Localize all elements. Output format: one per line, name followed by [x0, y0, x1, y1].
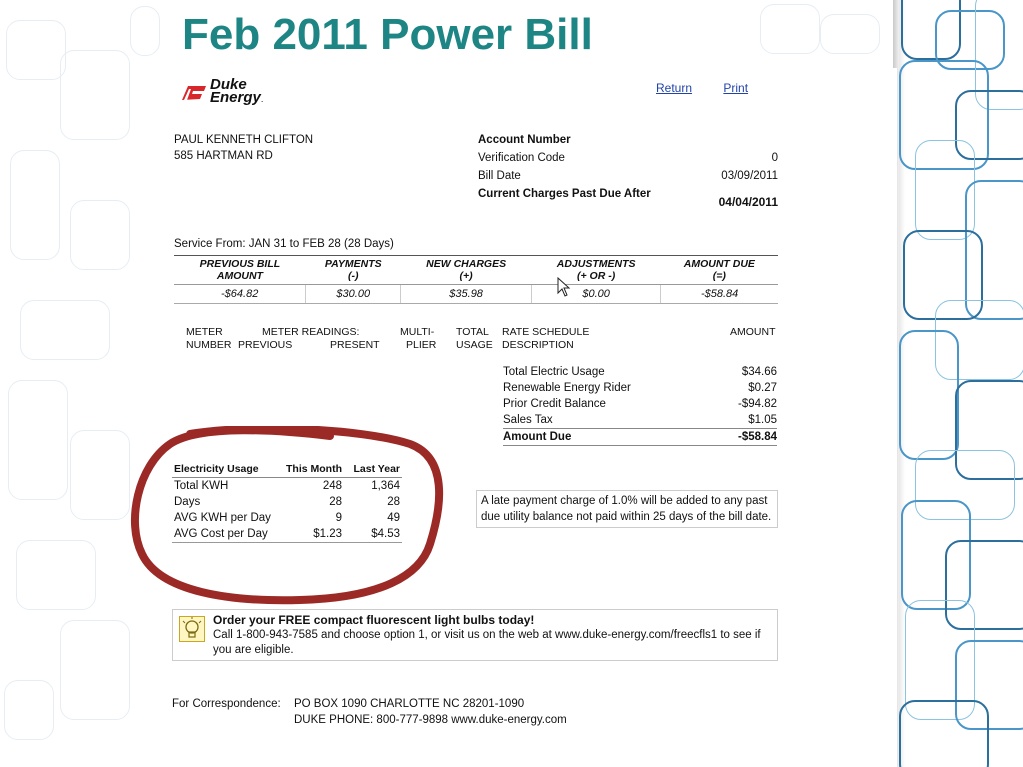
bill-summary-table — [174, 255, 778, 304]
charge-label: Sales Tax — [503, 414, 553, 426]
usage-this-month: 248 — [322, 479, 342, 492]
summary-payments: $30.00 — [306, 285, 401, 304]
return-link[interactable]: Return — [656, 81, 693, 95]
correspondence-line1: PO BOX 1090 CHARLOTTE NC 28201-1090 — [294, 698, 525, 710]
summary-header-adjustments: ADJUSTMENTS (+ OR -) — [532, 256, 661, 285]
past-due-label: Current Charges Past Due After — [478, 188, 651, 200]
bill-document: Duke Energy. Return Print PAUL KENNETH CLIFTON 585 HARTMAN RD Account Number Verification Code 0 Bill Date 03/09/2011 Current Charges Past Due After 04/04/2011 Service From: JAN 31 to FEB 28 (28 Days) PREVIOUS BILL AMOUNT PAYMENTS (-) NEW CHARGES (+) ADJUSTMENTS (+ OR -) AMOUNT DUE (=) -$64.82 $30.00 $35.98 $0.00 -$58.84 METER NUMBER METER READINGS: PREVIOUS PRESENT MULTI- PLIER TOTAL USAGE RATE SCHEDULE DESCRIPTION AMOUNT Total Electric Usage $34.66 Renewable Energy Rider $0.27 Prior Credit Balance -$94.82 Sales Tax $1.05 Amount Due -$58.84 Electricity Usage This Month Last Year Total KWH 248 1,364 Days 28 28 AVG KWH per Day 9 49 AVG Cost per Day $1.23 $4.53 A late payment charge of 1.0% will be added to any past due utility balance not paid within 25 days of the bill date. Order your FREE compact fluorescent light bulbs today! Call 1-800-943-7585 and choose option 1, or visit us on the web at www.duke-energy.com/freecfls1 to see if you are eligible. For Correspondence: PO BOX 1090 CHARLOTTE NC 28201-1090 DUKE PHONE: 800-777-9898 www.duke-energy.com — [150, 68, 897, 767]
summary-values-row — [174, 285, 778, 304]
summary-header-amount-due: AMOUNT DUE (=) — [661, 256, 778, 285]
print-link[interactable]: Print — [723, 81, 749, 95]
duke-energy-flame-icon — [180, 82, 208, 102]
logo-text-line1: Duke — [210, 76, 247, 93]
promo-body: Call 1-800-943-7585 and choose option 1, or visit us on the web at www.duke-energy.com/freecfls1 to see if you are eligible. — [213, 629, 761, 656]
amount-due-value: -$58.84 — [737, 431, 777, 443]
light-bulb-icon — [179, 616, 205, 642]
amount-due-label: Amount Due — [503, 431, 572, 443]
usage-header-this-month: This Month — [284, 461, 344, 478]
account-number-label: Account Number — [478, 134, 571, 146]
correspondence-label: For Correspondence: — [172, 698, 281, 710]
charge-value: $34.66 — [741, 366, 777, 378]
slide-right-decoration — [895, 0, 1023, 767]
verification-code-value: 0 — [771, 152, 778, 164]
cfl-promo-box — [172, 609, 778, 661]
usage-row-label: Days — [174, 495, 201, 508]
bill-date-value: 03/09/2011 — [721, 170, 778, 182]
usage-last-year: 1,364 — [371, 479, 400, 492]
charge-value: $0.27 — [748, 382, 777, 394]
charge-row — [503, 364, 777, 380]
summary-amount-due: -$58.84 — [661, 285, 778, 304]
customer-street: 585 HARTMAN RD — [174, 150, 273, 162]
usage-row-label: AVG Cost per Day — [172, 527, 284, 543]
amount-due-row — [503, 428, 777, 446]
service-period: Service From: JAN 31 to FEB 28 (28 Days) — [174, 238, 394, 250]
summary-new-charges: $35.98 — [401, 285, 532, 304]
usage-row-label: AVG KWH per Day — [174, 511, 271, 524]
correspondence-address — [294, 696, 594, 728]
usage-row — [172, 494, 402, 510]
past-due-date: 04/04/2011 — [718, 195, 778, 209]
usage-this-month: 28 — [329, 495, 342, 508]
amount-header: AMOUNT — [730, 326, 776, 338]
charge-row — [503, 380, 777, 396]
usage-header-last-year: Last Year — [344, 461, 402, 478]
summary-header-row — [174, 256, 778, 285]
charge-value: -$94.82 — [737, 398, 777, 410]
summary-adjustments: $0.00 — [532, 285, 661, 304]
usage-this-month: 9 — [335, 512, 342, 524]
logo-mark-dot: . — [260, 94, 264, 104]
meter-previous-header: PREVIOUS — [238, 339, 293, 351]
verification-code-label: Verification Code — [478, 152, 565, 164]
duke-energy-logo — [180, 78, 263, 106]
customer-address — [174, 132, 313, 164]
slide-title: Feb 2011 Power Bill — [182, 10, 593, 59]
usage-last-year: 28 — [387, 495, 400, 508]
meter-readings-label: METER READINGS: — [262, 326, 360, 338]
late-payment-notice: A late payment charge of 1.0% will be added to any past due utility balance not paid within 25 days of the bill date. — [476, 490, 778, 528]
usage-row-label: Total KWH — [174, 479, 229, 492]
logo-text-line2: Energy — [210, 89, 261, 106]
electricity-usage-table — [172, 461, 402, 543]
usage-header-label: Electricity Usage — [172, 461, 284, 478]
usage-last-year: 49 — [387, 512, 400, 524]
meter-present-header: PRESENT — [330, 339, 380, 351]
summary-previous-amount: -$64.82 — [174, 285, 306, 304]
mouse-cursor-icon — [557, 277, 571, 297]
charge-row — [503, 412, 777, 428]
usage-last-year: $4.53 — [344, 527, 402, 543]
customer-name: PAUL KENNETH CLIFTON — [174, 134, 314, 146]
summary-header-new-charges: NEW CHARGES (+) — [401, 256, 532, 285]
charge-label: Renewable Energy Rider — [503, 382, 631, 394]
charge-label: Total Electric Usage — [503, 366, 605, 378]
usage-row — [172, 527, 402, 543]
usage-row — [172, 510, 402, 527]
summary-header-payments: PAYMENTS (-) — [306, 256, 401, 285]
charge-row — [503, 396, 777, 412]
charges-list — [503, 364, 777, 446]
promo-headline: Order your FREE compact fluorescent light bulbs today! — [213, 613, 535, 627]
correspondence-line2: DUKE PHONE: 800-777-9898 www.duke-energy.com — [294, 714, 567, 726]
charge-value: $1.05 — [748, 414, 777, 426]
account-info — [478, 132, 778, 222]
charge-label: Prior Credit Balance — [503, 398, 606, 410]
usage-this-month: $1.23 — [284, 527, 344, 543]
bill-date-label: Bill Date — [478, 170, 521, 182]
top-links — [656, 81, 776, 95]
summary-header-previous: PREVIOUS BILL AMOUNT — [174, 256, 306, 285]
usage-row — [172, 478, 402, 494]
usage-header-row — [172, 461, 402, 478]
